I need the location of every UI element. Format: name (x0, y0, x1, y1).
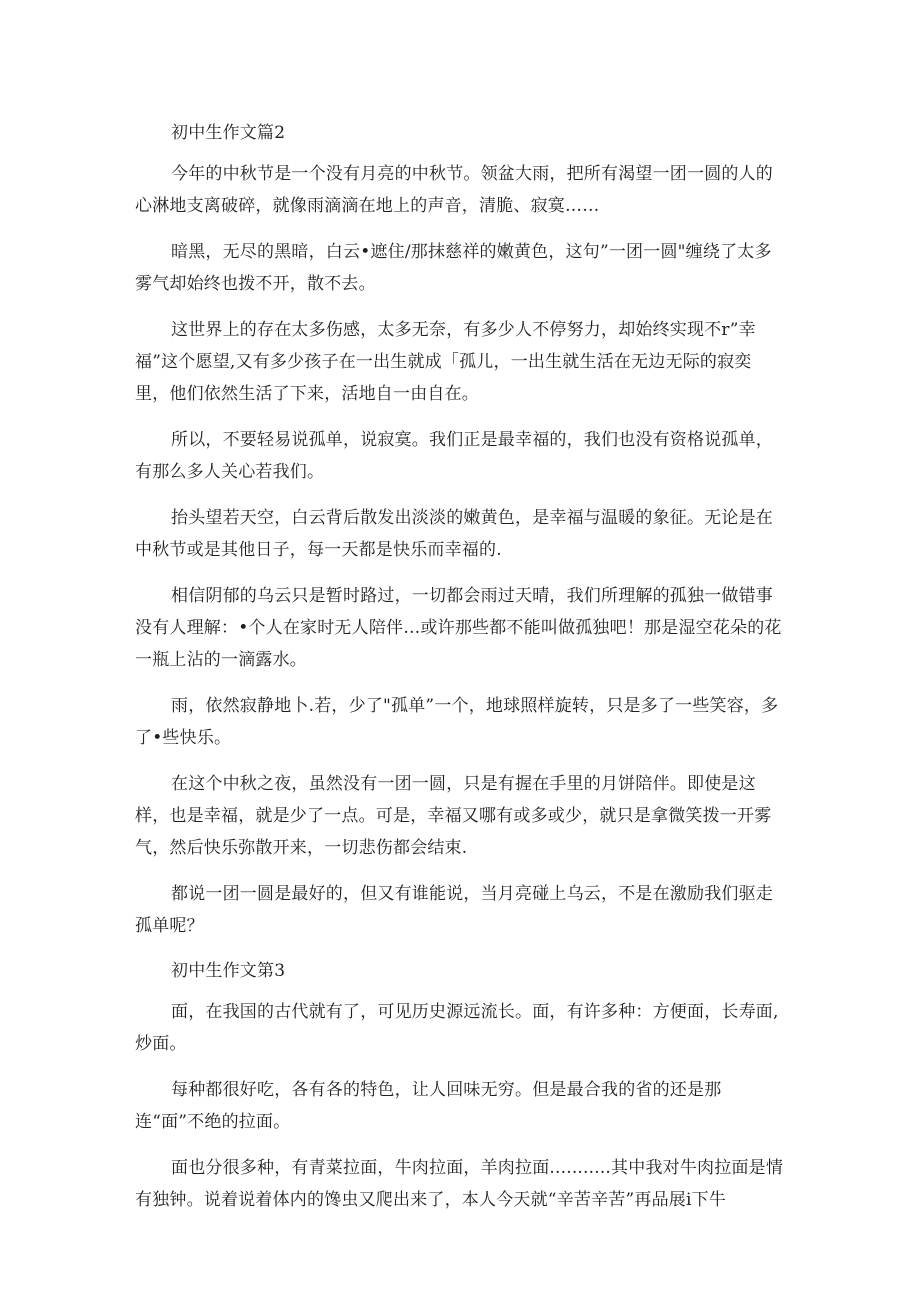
section-2-paragraph-8: 在这个中秋之夜，虽然没有一团一圆，只是有握在手里的月饼陪伴。即使是这样，也是幸福，就是少了一点。可是，幸福又哪有或多或少，就只是拿微笑拨一开雾气，然后快乐弥散开来，一切悲伤都会结束. (135, 774, 772, 858)
section-heading-3: 初中生作文第3 (171, 961, 286, 981)
section-2-paragraph-4: 所以，不要轻易说孤单，说寂寞。我们正是最幸福的，我们也没有资格说孤单，有那么多人关心若我们。 (135, 430, 773, 482)
section-3-paragraph-1: 面，在我国的古代就有了，可见历史源远流长。面，有许多种：方便面，长寿面,炒面。 (135, 1002, 779, 1054)
document-body (135, 118, 785, 1230)
section-heading-2: 初中生作文篇2 (171, 123, 286, 143)
section-2-paragraph-9: 都说一团一圆是最好的，但又有谁能说，当月亮碰上乌云，不是在激励我们驱走孤单呢？ (135, 884, 773, 936)
section-3-paragraph-3: 面也分很多种，有青菜拉面，牛肉拉面，羊肉拉面...........其中我对牛肉拉面是情有独钟。说着说着体内的馋虫又爬出来了，本人今天就“辛苦辛苦”再品展i下牛 (135, 1158, 784, 1210)
section-2-paragraph-3: 这世界上的存在太多伤感，太多无奈，有多少人不停努力，却始终实现不r”幸福”这个愿望,又有多少孩子在一出生就成「孤儿，一出生就生活在无边无际的寂奕里，他们依然生活了下来，活地自一由自在。 (135, 320, 756, 404)
section-2-paragraph-1: 今年的中秋节是一个没有月亮的中秋节。领盆大雨，把所有渴望一团一圆的人的心淋地支离破碎，就像雨滴滴在地上的声音，清脆、寂寞…… (135, 164, 773, 216)
section-2-paragraph-7: 雨，依然寂静地卜.若，少了"孤单”一个，地球照样旋转，只是多了一些笑容，多了•些快乐。 (135, 696, 779, 748)
section-2-paragraph-6: 相信阴郁的乌云只是暂时路过，一切都会雨过天晴，我们所理解的孤独一做错事没有人理解：•个人在家时无人陪伴…或许那些都不能叫做孤独吧！那是湿空花朵的花一瓶上沾的一滴露水。 (135, 586, 782, 670)
section-3-paragraph-2: 每种都很好吃，各有各的特色，让人回味无穷。但是最合我的省的还是那连“面”不绝的拉面。 (135, 1080, 722, 1132)
section-2-paragraph-2: 暗黑，无尽的黑暗，白云•遮住/那抹慈祥的嫩黄色，这句”一团一圆"缠绕了太多雾气却始终也拨不开，散不去。 (135, 242, 772, 294)
section-2-paragraph-5: 抬头望若天空，白云背后散发出淡淡的嫩黄色，是幸福与温暖的象征。无论是在中秋节或是其他日子，每一天都是快乐而幸福的. (135, 508, 773, 560)
